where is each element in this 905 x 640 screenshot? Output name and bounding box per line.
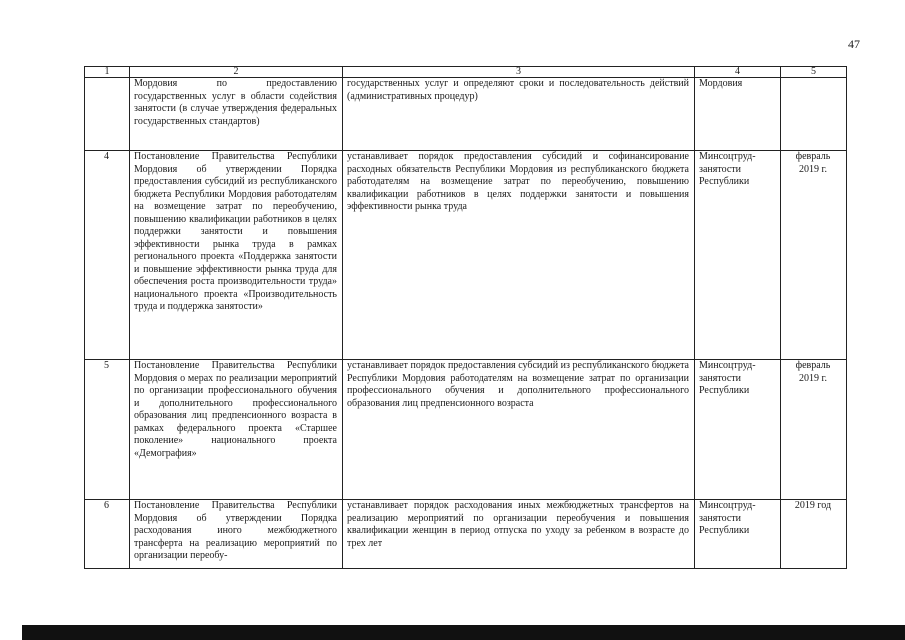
deadline-cell: февраль 2019 г. xyxy=(781,151,847,360)
description-cell: устанавливает порядок расходования иных межбюджетных трансфертов на реализацию мероприятий по организации переобучения и повышения квалификации женщин в период отпуска по уходу за ребенком в возрасте до трех лет xyxy=(343,500,695,569)
column-number-5: 5 xyxy=(781,67,847,78)
table-row xyxy=(85,78,847,151)
column-number-2: 2 xyxy=(130,67,343,78)
row-number-cell: 5 xyxy=(85,360,130,500)
description-cell: устанавливает порядок предоставления субсидий и софинансирование расходных обязательств Республики Мордовия из республиканского бюджета работодателям на возмещение затрат по переобучению, повышению квалификации работников в целях поддержки занятости и повышения эффективности рынка труда xyxy=(343,151,695,360)
row-number-cell: 4 xyxy=(85,151,130,360)
description-cell: устанавливает порядок предоставления субсидий из республиканского бюджета Республики Мордовия работодателям на возмещение затрат по организации профессионального обучения и дополнительного профессионального образования лиц предпенсионного возраста xyxy=(343,360,695,500)
row-number-cell xyxy=(85,78,130,151)
responsible-cell: Минсоцтруд-занятости Республики xyxy=(695,151,781,360)
column-number-3: 3 xyxy=(343,67,695,78)
scan-edge-bar xyxy=(22,625,905,640)
table-header-row xyxy=(85,67,847,78)
deadline-cell: февраль 2019 г. xyxy=(781,360,847,500)
row-number-cell: 6 xyxy=(85,500,130,569)
column-number-1: 1 xyxy=(85,67,130,78)
responsible-cell: Минсоцтруд-занятости Республики xyxy=(695,360,781,500)
document-name-cell: Постановление Правительства Республики Мордовия об утверждении Порядка предоставления субсидий из республиканского бюджета Республики Мордовия работодателям на возмещение затрат по переобучению, повышению квалификации работников в целях поддержки занятости и повышения эффективности рынка труда в рамках регионального проекта «Поддержка занятости и повышение эффективности рынка труда для обеспечения роста производительности труда» национального проекта «Производительность труда и поддержка занятости» xyxy=(130,151,343,360)
legal-acts-table xyxy=(84,66,847,569)
responsible-cell: Минсоцтруд-занятости Республики xyxy=(695,500,781,569)
deadline-cell xyxy=(781,78,847,151)
document-name-cell: Постановление Правительства Республики Мордовия о мерах по реализации мероприятий по организации профессионального обучения и дополнительного профессионального образования лиц предпенсионного возраста в рамках федерального проекта «Старшее поколение» национального проекта «Демография» xyxy=(130,360,343,500)
column-number-4: 4 xyxy=(695,67,781,78)
deadline-cell: 2019 год xyxy=(781,500,847,569)
table-row xyxy=(85,360,847,500)
table-row xyxy=(85,151,847,360)
table-row xyxy=(85,500,847,569)
description-cell: государственных услуг и определяют сроки и последовательность действий (административных процедур) xyxy=(343,78,695,151)
page-number: 47 xyxy=(848,37,860,51)
document-name-cell: Мордовия по предоставлению государственных услуг в области содействия занятости (в случае утверждения федеральных государственных стандартов) xyxy=(130,78,343,151)
document-name-cell: Постановление Правительства Республики Мордовия об утверждении Порядка расходования иного межбюджетного трансферта на реализацию мероприятий по организации переобу- xyxy=(130,500,343,569)
responsible-cell: Мордовия xyxy=(695,78,781,151)
